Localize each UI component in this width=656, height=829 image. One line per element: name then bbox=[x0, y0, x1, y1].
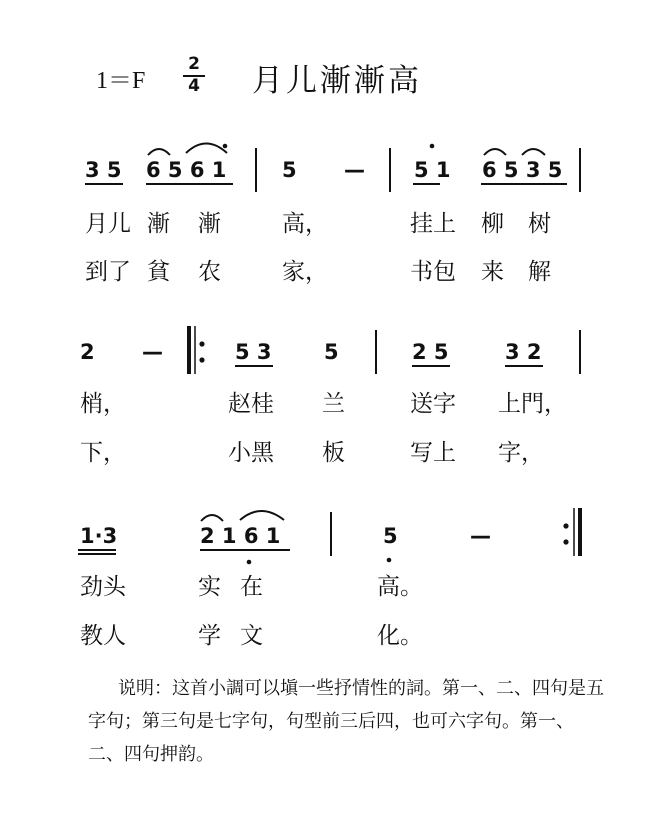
lyric: 上門， bbox=[498, 391, 567, 417]
time-signature-top: 2 bbox=[188, 54, 200, 74]
lyric: 书包 bbox=[410, 259, 456, 285]
note-group: 2 bbox=[80, 340, 95, 364]
note-group: 2 5 bbox=[412, 340, 449, 364]
lyric: 写上 bbox=[410, 440, 456, 466]
note-group: 5 bbox=[282, 158, 297, 182]
lyric: 小黑 bbox=[228, 440, 274, 466]
lyric: 劲头 bbox=[80, 574, 126, 600]
lyric: 貧 bbox=[147, 259, 170, 285]
lyric: 解 bbox=[528, 259, 551, 285]
lyric: 月儿 bbox=[85, 211, 131, 237]
time-signature-bottom: 4 bbox=[188, 76, 200, 96]
repeat-dot bbox=[199, 357, 204, 362]
lyric: 柳 bbox=[481, 211, 504, 237]
lyric: 农 bbox=[198, 259, 221, 285]
slur bbox=[186, 144, 227, 154]
footnote-text: 说明：这首小調可以塡一些抒情性的詞。第一、二、四句是五字句；第三句是七字句，句型前三后四，也可六字句。第一、二、四句押韵。 bbox=[88, 678, 604, 765]
lyric: 送字 bbox=[410, 391, 456, 417]
repeat-dot bbox=[563, 523, 568, 528]
lyric: 挂上 bbox=[410, 211, 456, 237]
lyric: 赵桂 bbox=[228, 391, 274, 417]
low-octave-dot bbox=[387, 558, 392, 563]
lyric: 来 bbox=[481, 259, 504, 285]
lyric: 高。 bbox=[377, 574, 423, 600]
note-group: 5 bbox=[324, 340, 339, 364]
lyric: 树 bbox=[528, 211, 551, 237]
high-octave-dot bbox=[430, 144, 435, 149]
note-group: 5 bbox=[383, 524, 398, 548]
slur bbox=[484, 149, 506, 155]
lyric: 下， bbox=[80, 440, 126, 466]
lyric: 实 bbox=[198, 574, 221, 600]
lyric: 家， bbox=[282, 259, 328, 285]
slur bbox=[148, 149, 170, 155]
lyric: 到了 bbox=[85, 259, 131, 285]
song-title: 月儿漸漸高 bbox=[252, 63, 422, 99]
lyric: 化。 bbox=[377, 623, 423, 649]
sustain-dash: — bbox=[470, 524, 491, 548]
key-signature: 1＝F bbox=[96, 68, 146, 94]
repeat-dot bbox=[563, 539, 568, 544]
lyric: 漸 bbox=[147, 211, 170, 237]
note-group: 6 5 6 1 bbox=[146, 158, 227, 182]
lyric: 高， bbox=[282, 211, 328, 237]
sustain-dash: — bbox=[344, 158, 365, 182]
lyric: 梢， bbox=[80, 391, 126, 417]
sustain-dash: — bbox=[142, 340, 163, 364]
lyric: 兰 bbox=[322, 391, 345, 417]
low-octave-dot bbox=[247, 560, 252, 565]
repeat-dot bbox=[199, 341, 204, 346]
lyric: 字， bbox=[498, 440, 544, 466]
slur bbox=[522, 149, 545, 155]
high-octave-dot bbox=[223, 144, 228, 149]
slur bbox=[240, 511, 284, 520]
note-group: 3 2 bbox=[505, 340, 542, 364]
note-group: 6 5 3 5 bbox=[482, 158, 563, 182]
lyric: 在 bbox=[240, 574, 263, 600]
note-group: 5 3 bbox=[235, 340, 272, 364]
note-group: 2 1 6 1 bbox=[200, 524, 281, 548]
lyric: 教人 bbox=[80, 623, 126, 649]
lyric: 文 bbox=[240, 623, 263, 649]
note-group: 3 5 bbox=[85, 158, 122, 182]
lyric: 板 bbox=[322, 440, 345, 466]
note-group: 5 1 bbox=[414, 158, 451, 182]
lyric: 漸 bbox=[198, 211, 221, 237]
slur bbox=[201, 515, 223, 521]
note-group: 1·3 bbox=[80, 524, 118, 548]
lyric: 学 bbox=[198, 623, 221, 649]
